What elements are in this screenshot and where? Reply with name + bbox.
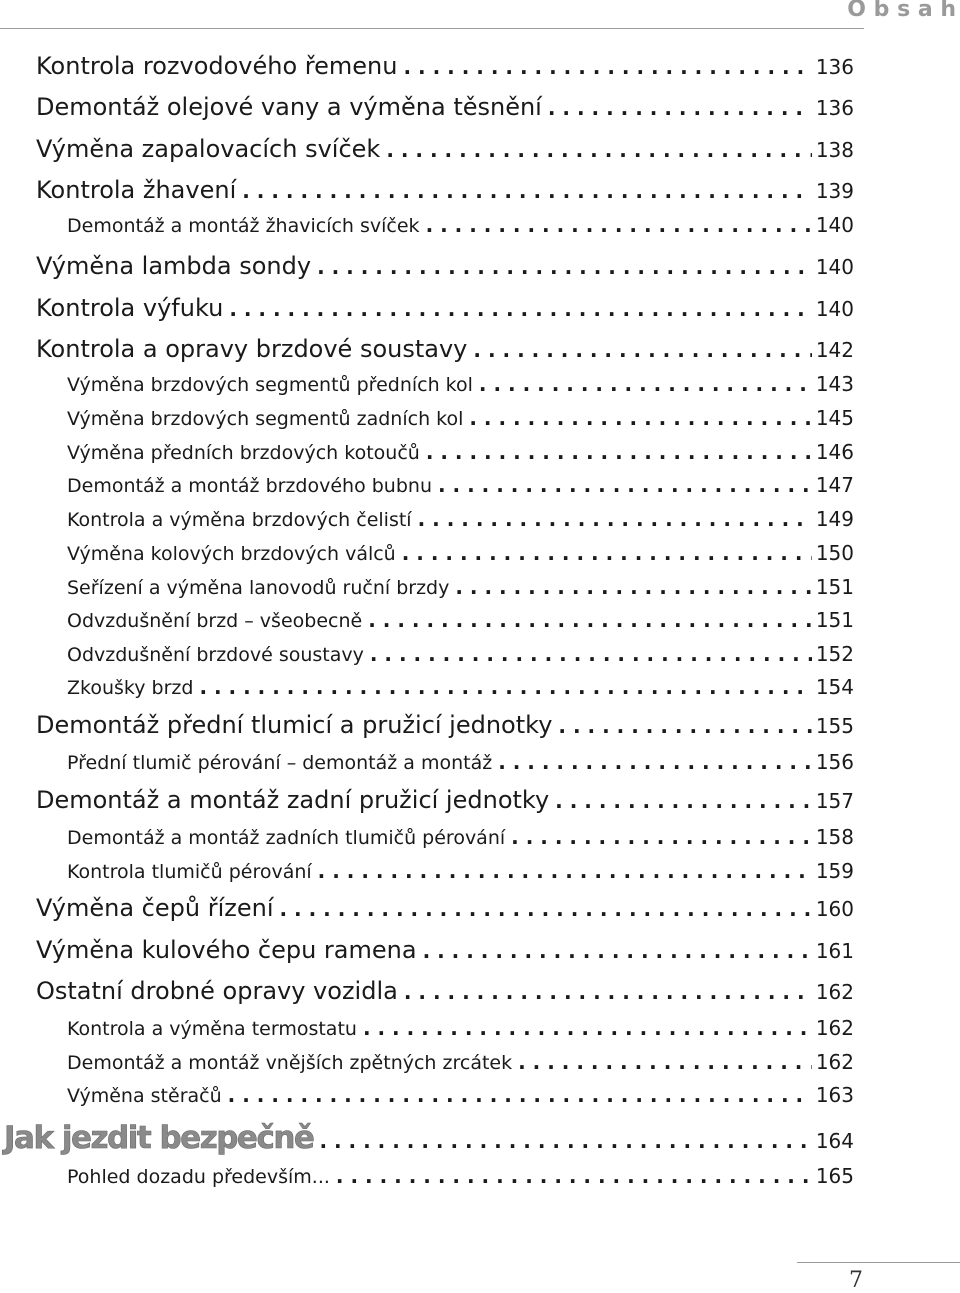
toc-entry-page: 138 — [815, 138, 854, 162]
toc-entry-page: 149 — [815, 507, 854, 531]
toc-entry[interactable] — [67, 675, 854, 699]
toc-entry[interactable] — [67, 575, 854, 599]
toc-entry[interactable] — [67, 1164, 854, 1188]
header — [0, 0, 960, 30]
toc-entry-page: 163 — [815, 1083, 854, 1107]
toc-entry-title: Demontáž a montáž brzdového bubnu — [67, 475, 432, 497]
dot-leader — [402, 541, 812, 565]
toc-entry-title: Kontrola tlumičů pérování — [67, 861, 312, 883]
toc-entry-title: Výměna brzdových segmentů předních kol — [67, 374, 473, 396]
toc-entry[interactable] — [67, 825, 854, 849]
dot-leader — [404, 980, 812, 1004]
dot-leader — [228, 1083, 812, 1107]
dot-leader — [518, 1050, 812, 1074]
toc-entry-title: Kontrola a výměna termostatu — [67, 1018, 357, 1040]
dot-leader — [555, 789, 812, 813]
dot-leader — [558, 714, 811, 738]
toc-entry[interactable] — [36, 93, 854, 121]
toc-entry-page: 140 — [815, 297, 854, 321]
dot-leader — [242, 179, 812, 203]
toc-entry-page: 162 — [815, 1050, 854, 1074]
dot-leader — [418, 507, 812, 531]
toc-entry-page: 145 — [815, 406, 854, 430]
dot-leader — [455, 575, 811, 599]
toc-entry[interactable] — [67, 1083, 854, 1107]
toc-entry[interactable] — [36, 936, 854, 964]
toc-entry-page: 143 — [815, 372, 854, 396]
toc-entry-title: Výměna kulového čepu ramena — [36, 936, 417, 964]
page-number: 7 — [849, 1268, 863, 1293]
toc-entry[interactable] — [67, 750, 854, 774]
dot-leader — [403, 55, 811, 79]
toc-entry-page: 150 — [815, 541, 854, 565]
toc-entry-title: Kontrola a výměna brzdových čelistí — [67, 509, 412, 531]
toc-entry[interactable] — [67, 372, 854, 396]
toc-entry-title: Přední tlumič pérování – demontáž a montáž — [67, 752, 493, 774]
toc-entry-page: 160 — [815, 897, 854, 921]
toc-entry-title: Kontrola rozvodového řemenu — [36, 52, 398, 80]
dot-leader — [469, 406, 811, 430]
toc-entry-page: 154 — [815, 675, 854, 699]
toc-entry-title: Demontáž a montáž zadní pružicí jednotky — [36, 786, 550, 814]
toc-entry-page: 158 — [815, 825, 854, 849]
dot-leader — [548, 96, 812, 120]
toc-entry[interactable] — [36, 135, 854, 163]
toc-entry[interactable] — [4, 1120, 854, 1156]
toc-entry-page: 136 — [815, 55, 854, 79]
toc-entry-page: 161 — [815, 939, 854, 963]
dot-leader — [386, 138, 812, 162]
toc-entry-page: 151 — [815, 608, 854, 632]
toc-entry[interactable] — [36, 977, 854, 1005]
toc-entry-page: 142 — [815, 338, 854, 362]
toc-entry[interactable] — [36, 252, 854, 280]
dot-leader — [199, 675, 811, 699]
toc-entry[interactable] — [67, 406, 854, 430]
toc-entry-page: 162 — [815, 1016, 854, 1040]
toc-entry[interactable] — [36, 894, 854, 922]
toc-entry[interactable] — [67, 859, 854, 883]
section-title: O b s a h — [847, 0, 956, 22]
toc-entry-title: Demontáž olejové vany a výměna těsnění — [36, 93, 542, 121]
toc-entry-title: Zkoušky brzd — [67, 677, 194, 699]
toc-entry-page: 139 — [815, 179, 854, 203]
toc-entry[interactable] — [67, 608, 854, 632]
toc-entry[interactable] — [67, 1050, 854, 1074]
toc-entry-page: 152 — [815, 642, 854, 666]
dot-leader — [279, 897, 811, 921]
toc-entry[interactable] — [67, 642, 854, 666]
toc-entry-title: Výměna zapalovacích svíček — [36, 135, 381, 163]
toc-entry[interactable] — [67, 213, 854, 237]
toc-entry-page: 146 — [815, 440, 854, 464]
dot-leader — [498, 750, 812, 774]
toc-entry-page: 156 — [815, 750, 854, 774]
toc-entry-page: 164 — [815, 1129, 854, 1153]
toc-entry-page: 162 — [815, 980, 854, 1004]
toc-entry-title: Výměna brzdových segmentů zadních kol — [67, 408, 464, 430]
toc-entry-title: Výměna stěračů — [67, 1085, 222, 1107]
dot-leader — [363, 1016, 812, 1040]
toc-entry[interactable] — [36, 335, 854, 363]
toc-entry-page: 140 — [815, 255, 854, 279]
toc-entry-page: 155 — [815, 714, 854, 738]
dot-leader — [319, 1129, 811, 1153]
dot-leader — [511, 825, 812, 849]
toc-entry-page: 151 — [815, 575, 854, 599]
toc-entry[interactable] — [36, 711, 854, 739]
toc-entry-title: Odvzdušnění brzd – všeobecně — [67, 610, 363, 632]
dot-leader — [370, 642, 812, 666]
toc-entry-title: Ostatní drobné opravy vozidla — [36, 977, 398, 1005]
toc-entry-page: 147 — [815, 473, 854, 497]
toc-entry[interactable] — [67, 473, 854, 497]
dot-leader — [473, 338, 811, 362]
dot-leader — [229, 297, 812, 321]
toc-entry-title: Kontrola výfuku — [36, 294, 224, 322]
toc-entry-title: Jak jezdit bezpečně — [4, 1120, 314, 1156]
dot-leader — [479, 372, 812, 396]
dot-leader — [317, 255, 812, 279]
toc-entry-title: Demontáž a montáž žhavicích svíček — [67, 215, 420, 237]
toc-entry[interactable] — [36, 786, 854, 814]
toc-entry-page: 157 — [815, 789, 854, 813]
dot-leader — [336, 1164, 812, 1188]
toc-entry-title: Demontáž a montáž zadních tlumičů pérování — [67, 827, 506, 849]
header-rule — [0, 28, 864, 29]
toc-entry[interactable] — [36, 294, 854, 322]
dot-leader — [438, 473, 812, 497]
toc-entry-page: 140 — [815, 213, 854, 237]
dot-leader — [318, 859, 812, 883]
toc-entry[interactable] — [67, 541, 854, 565]
toc-entry-title: Výměna kolových brzdových válců — [67, 543, 396, 565]
toc-entry-title: Kontrola a opravy brzdové soustavy — [36, 335, 468, 363]
toc-entry[interactable] — [67, 507, 854, 531]
toc-entry-title: Pohled dozadu především... — [67, 1166, 330, 1188]
toc-entry[interactable] — [36, 176, 854, 204]
toc-entry-page: 159 — [815, 859, 854, 883]
toc-entry-title: Odvzdušnění brzdové soustavy — [67, 644, 364, 666]
toc-entry-title: Výměna předních brzdových kotoučů — [67, 442, 420, 464]
toc-entry[interactable] — [67, 440, 854, 464]
toc-entry-title: Seřízení a výměna lanovodů ruční brzdy — [67, 577, 450, 599]
dot-leader — [368, 608, 812, 632]
toc-entry[interactable] — [67, 1016, 854, 1040]
toc-entry-title: Demontáž a montáž vnějších zpětných zrcátek — [67, 1052, 513, 1074]
toc-entry-title: Demontáž přední tlumicí a pružicí jednotky — [36, 711, 553, 739]
dot-leader — [423, 939, 812, 963]
toc-entry-title: Výměna lambda sondy — [36, 252, 312, 280]
toc-entry-page: 136 — [815, 96, 854, 120]
toc-entry-title: Výměna čepů řízení — [36, 894, 274, 922]
toc-entry-title: Kontrola žhavení — [36, 176, 237, 204]
footer-rule — [797, 1262, 960, 1263]
toc-entry[interactable] — [36, 52, 854, 80]
toc-entry-page: 165 — [815, 1164, 854, 1188]
dot-leader — [426, 440, 812, 464]
dot-leader — [426, 213, 812, 237]
